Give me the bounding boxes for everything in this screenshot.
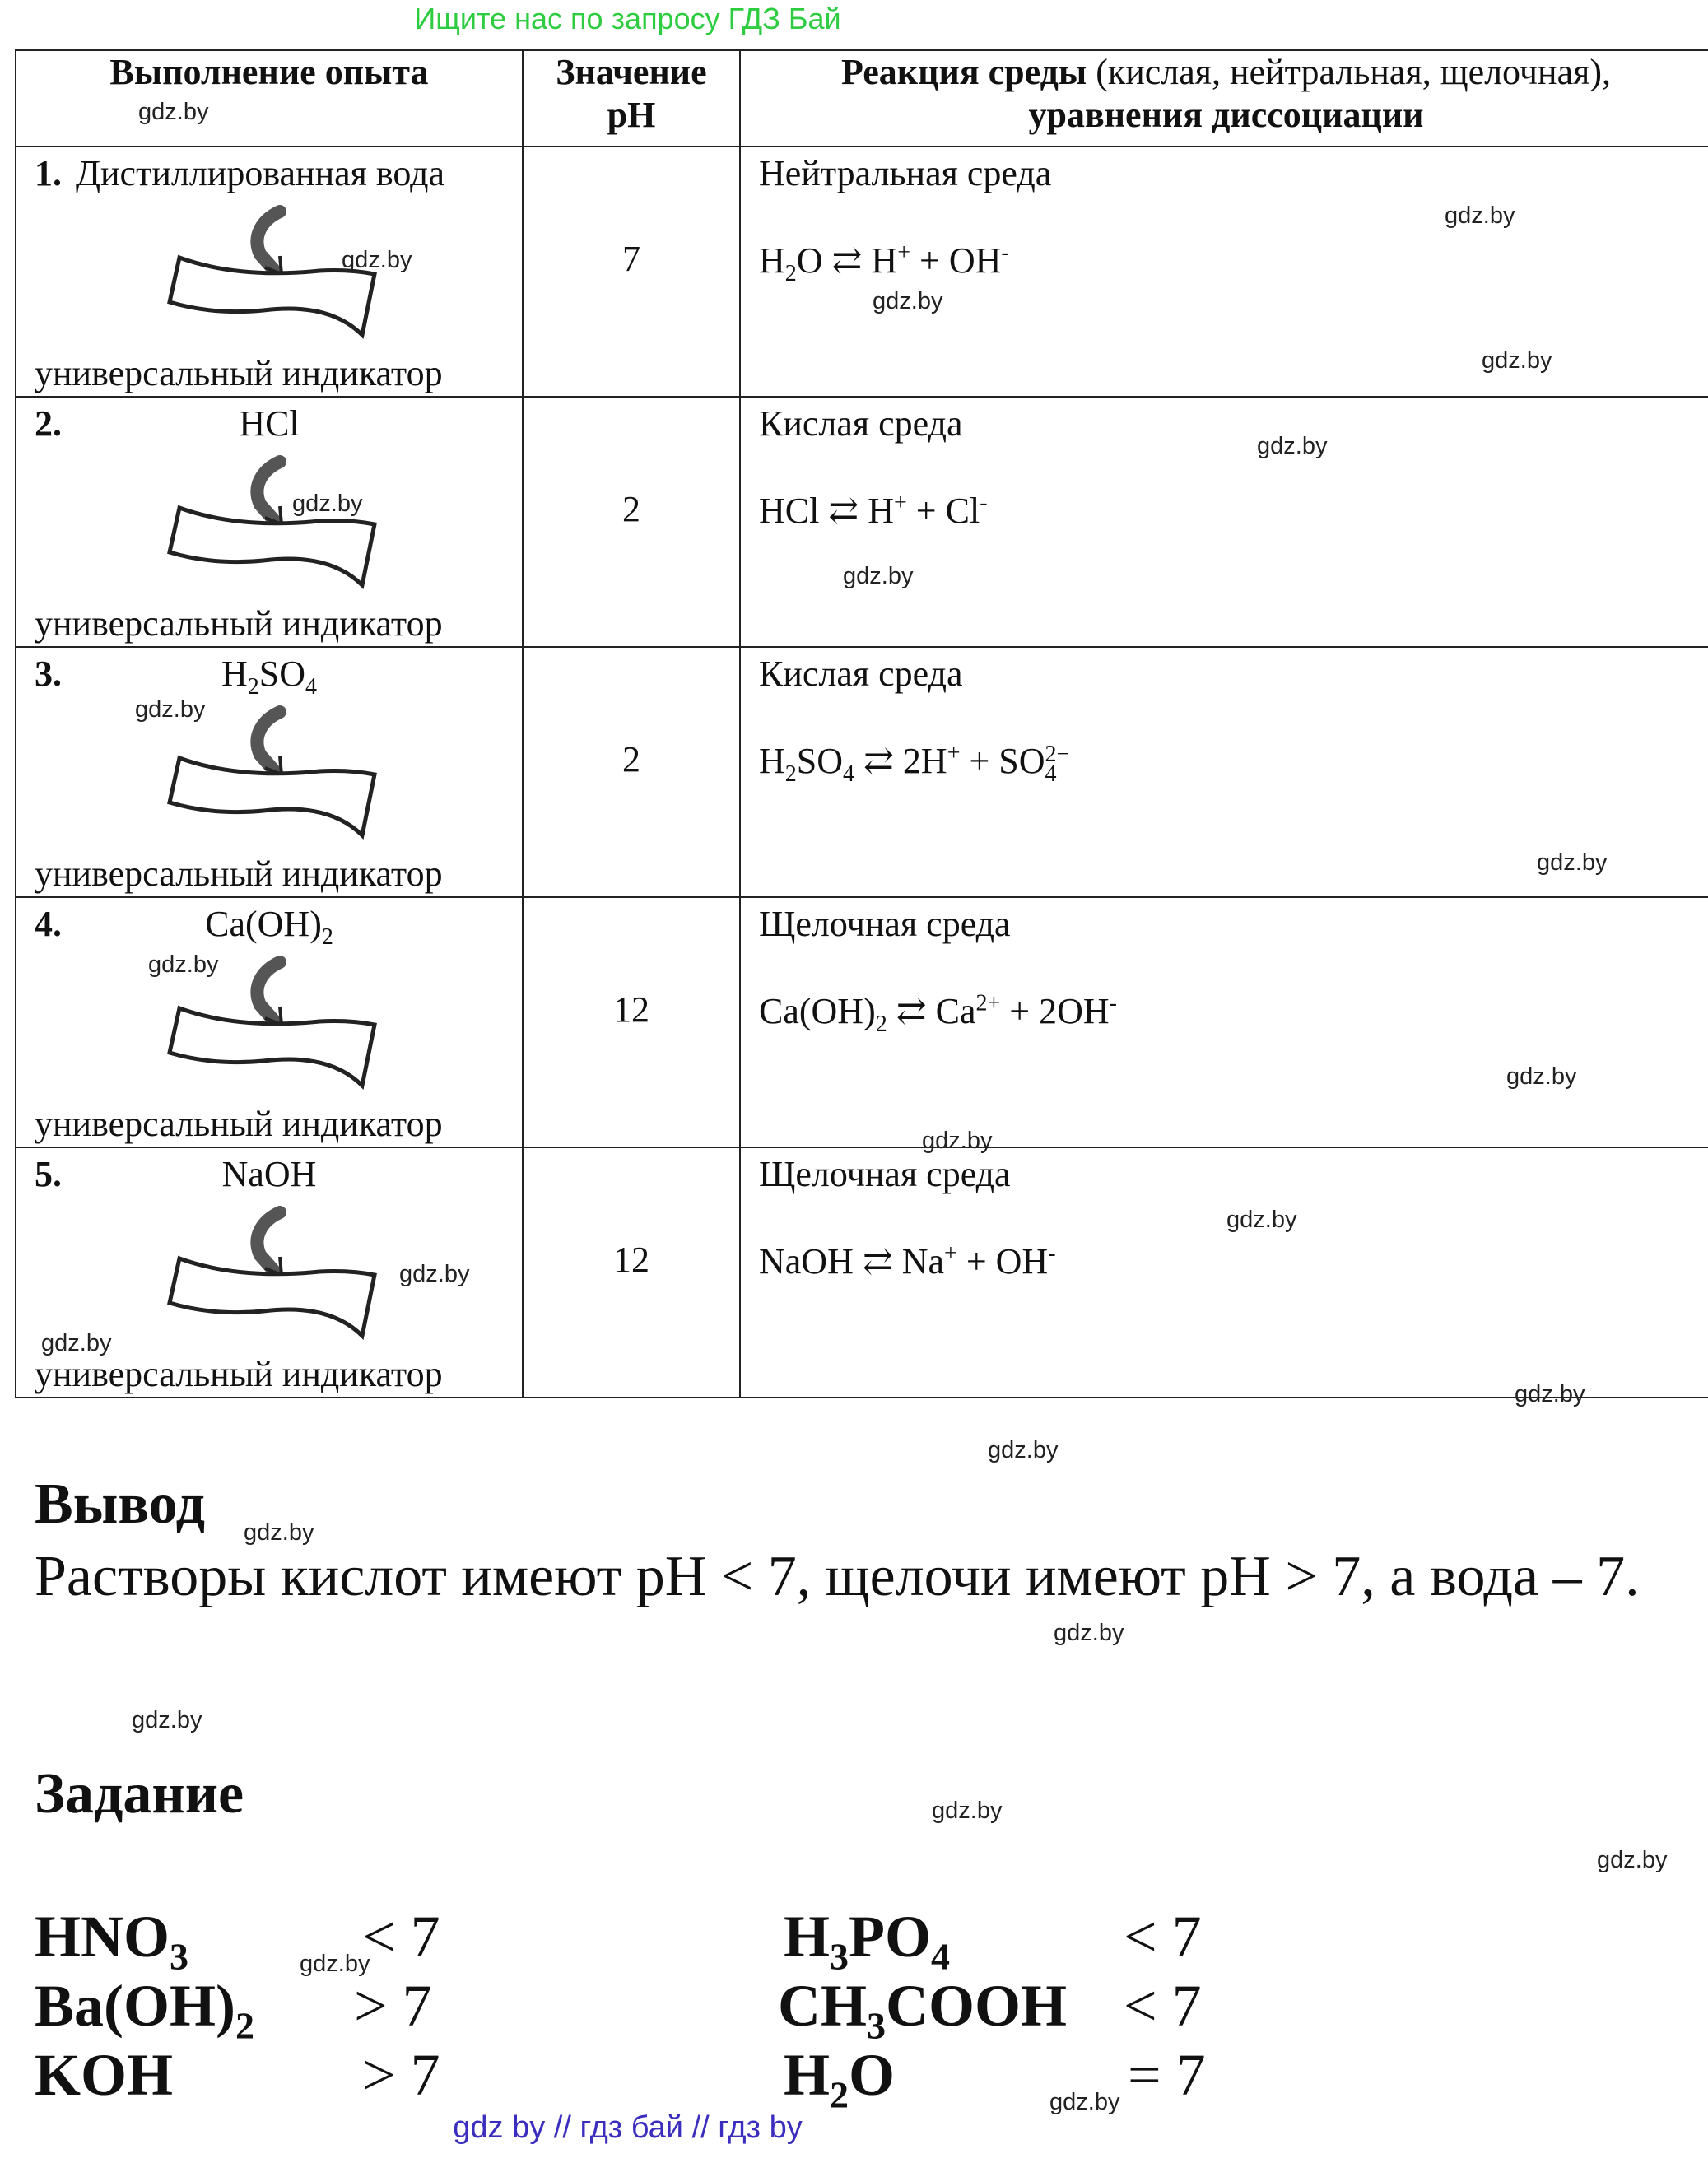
watermark-text: gdz.by [138, 99, 209, 125]
row-number: 4. [35, 904, 62, 944]
environment-type: Щелочная среда [759, 904, 1011, 944]
reaction-cell [740, 1147, 1708, 1398]
task-ph-comparison: > 7 [362, 2042, 440, 2108]
watermark-text: gdz.by [1597, 1847, 1668, 1873]
substance-name: NaOH [221, 1154, 317, 1194]
experiment-table [15, 49, 1708, 1398]
row-number: 1. [35, 153, 62, 193]
watermark-text: gdz.by [843, 563, 914, 589]
substance-name: $H_2SO_4$ [221, 654, 318, 700]
table-header-row [16, 50, 1708, 147]
substance-name: $Ca(OH)_2$ [205, 904, 333, 950]
row-number: 3. [35, 654, 62, 694]
ph-value: 2 [523, 647, 740, 897]
table-row [16, 147, 1708, 397]
watermark-text: gdz.by [873, 288, 943, 314]
watermark-text: gdz.by [342, 247, 412, 273]
dissociation-equation: NaOH ⇄ Na+ + OH- [759, 1240, 1056, 1282]
environment-type: Нейтральная среда [759, 153, 1052, 193]
dissociation-equation: $H_2O$ ⇄ H+ + OH- [759, 240, 1009, 286]
watermark-text: gdz.by [1226, 1207, 1297, 1233]
watermark-text: gdz.by [922, 1128, 993, 1154]
experiment-cell [16, 647, 523, 897]
watermark-text: gdz.by [1515, 1381, 1585, 1407]
substance-name: Дистиллированная вода [76, 153, 445, 193]
search-banner[interactable]: Ищите нас по запросу ГДЗ Бай [414, 2, 841, 35]
row-number: 2. [35, 403, 62, 444]
reaction-cell [740, 897, 1708, 1147]
watermark-text: gdz.by [41, 1330, 112, 1356]
table-row [16, 897, 1708, 1147]
table-row [16, 1147, 1708, 1398]
indicator-label: универсальный индикатор [35, 1354, 443, 1394]
reaction-cell [740, 397, 1708, 647]
table-row [16, 397, 1708, 647]
task-formula-ch3cooh: $CH_3COOH$ [778, 1973, 1068, 2047]
watermark-text: gdz.by [300, 1951, 370, 1977]
task-heading: Задание [35, 1762, 244, 1826]
watermark-text: gdz.by [148, 951, 219, 978]
watermark-text: gdz.by [1537, 849, 1608, 876]
environment-type: Кислая среда [759, 654, 963, 694]
row-number: 5. [35, 1154, 62, 1194]
header-ph: Значение pH [523, 50, 740, 147]
watermark-text: gdz.by [1257, 433, 1328, 459]
watermark-text: gdz.by [932, 1798, 1003, 1824]
indicator-strip-icon [165, 704, 395, 844]
indicator-strip-icon [165, 1204, 395, 1344]
task-formula-h3po4: $H_3PO_4$ [784, 1904, 950, 1978]
watermark-text: gdz.by [1482, 347, 1552, 374]
watermark-text: gdz.by [399, 1261, 470, 1287]
watermark-text: gdz.by [1054, 1620, 1124, 1646]
task-ph-comparison: > 7 [354, 1973, 432, 2039]
task-ph-comparison: < 7 [362, 1904, 440, 1970]
dissociation-equation: HCl ⇄ H+ + Cl- [759, 490, 988, 531]
watermark-text: gdz.by [1506, 1063, 1577, 1090]
environment-type: Щелочная среда [759, 1154, 1011, 1194]
table-row [16, 647, 1708, 897]
task-ph-comparison: < 7 [1124, 1973, 1202, 2039]
task-formula-hno3: $HNO_3$ [35, 1904, 189, 1978]
task-formula-koh: KOH [35, 2042, 174, 2108]
watermark-text: gdz.by [244, 1519, 314, 1546]
dissociation-equation: $Ca(OH)_2$ ⇄ $Ca^{2+} + 2OH^-$ [759, 990, 1117, 1037]
ph-value: 2 [523, 397, 740, 647]
conclusion-heading: Вывод [35, 1472, 206, 1536]
indicator-strip-icon [165, 454, 395, 593]
ph-value: 7 [523, 147, 740, 397]
ph-value: 12 [523, 897, 740, 1147]
task-formula-baoh2: $Ba(OH)_2$ [35, 1973, 254, 2047]
experiment-cell [16, 897, 523, 1147]
environment-type: Кислая среда [759, 403, 963, 444]
substance-name: HCl [239, 403, 300, 444]
indicator-label: универсальный индикатор [35, 353, 443, 393]
task-ph-comparison: < 7 [1124, 1904, 1202, 1970]
footer-links[interactable]: gdz by // гдз бай // гдз by [453, 2110, 803, 2145]
header-experiment: Выполнение опыта [16, 50, 523, 147]
indicator-label: универсальный индикатор [35, 1104, 443, 1144]
indicator-label: универсальный индикатор [35, 854, 443, 894]
watermark-text: gdz.by [135, 696, 206, 723]
task-formula-h2o: $H_2O$ [784, 2042, 896, 2116]
conclusion-text: Растворы кислот имеют pH < 7, щелочи имеют pH > 7, а вода – 7. [35, 1545, 1640, 1608]
experiment-cell [16, 397, 523, 647]
reaction-cell [740, 147, 1708, 397]
watermark-text: gdz.by [132, 1707, 202, 1733]
header-reaction: Реакция среды (кислая, нейтральная, щелочная), уравнения диссоциации [740, 50, 1708, 147]
watermark-text: gdz.by [292, 491, 363, 517]
dissociation-equation: $H_2SO_4$ ⇄ 2H+ + SO 2− 4 [759, 740, 1070, 787]
task-ph-comparison: = 7 [1128, 2042, 1206, 2108]
ph-value: 12 [523, 1147, 740, 1398]
experiment-cell [16, 147, 523, 397]
indicator-label: универсальный индикатор [35, 603, 443, 644]
watermark-text: gdz.by [1445, 202, 1515, 229]
watermark-text: gdz.by [988, 1437, 1059, 1463]
watermark-text: gdz.by [1049, 2089, 1120, 2115]
